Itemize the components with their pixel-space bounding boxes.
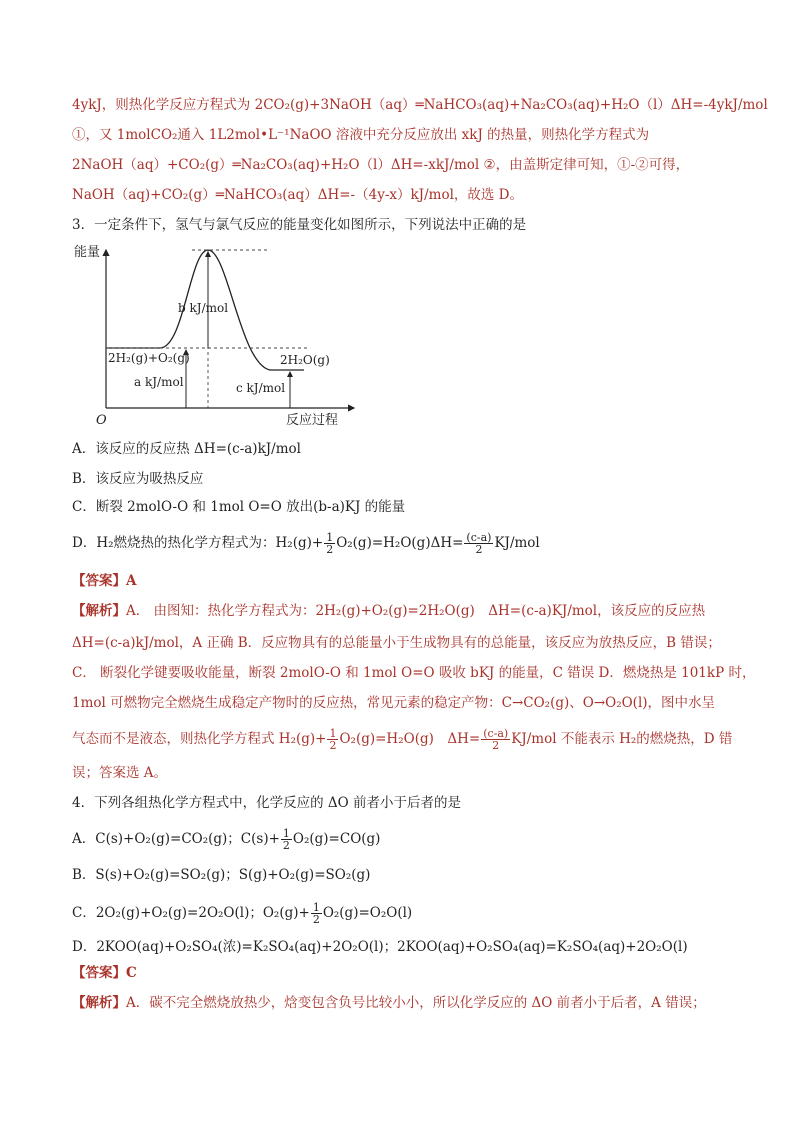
q4-option-c: C．2O₂(g)+O₂(g)=2O₂O(l)；O₂(g)+ $\frac{1}{2}$ O₂(g)=O₂O(l) bbox=[72, 901, 413, 926]
q3-option-c: C．断裂 2molO-O 和 1mol O=O 放出(b-a)KJ 的能量 bbox=[72, 499, 406, 515]
energy-diagram bbox=[72, 240, 362, 430]
q3-analysis-line-6: 误；答案选 A。 bbox=[72, 765, 168, 781]
q3-option-d-prefix: D．H₂燃烧热的热化学方程式为：H₂(g)+ bbox=[72, 535, 324, 551]
product-label: 2H₂O(g) bbox=[280, 353, 330, 367]
reactant-label: 2H₂(g)+O₂(g) bbox=[108, 351, 190, 365]
question-3-stem: 3．一定条件下，氢气与氯气反应的能量变化如图所示，下列说法中正确的是 bbox=[72, 217, 527, 233]
fraction-c-minus-a: $\frac{(c-a)}{2}$ bbox=[483, 727, 509, 752]
q3-analysis-line-5: 气态而不是液态，则热化学方程式 H₂(g)+ $\frac{1}{2}$ O₂(g)=H₂O(g) ΔH= $\frac{(c-a)}{2}$ KJ/mol 不能表示 H₂的燃烧热，D 错 bbox=[72, 727, 733, 752]
q3-option-d-mid: O₂(g)=H₂O(g)ΔH= bbox=[336, 535, 464, 551]
q3-option-d-suffix: KJ/mol bbox=[494, 535, 540, 551]
q3-option-b: B．该反应为吸热反应 bbox=[72, 471, 204, 487]
fraction-c-minus-a: $\frac{(c-a)}{2}$ bbox=[466, 531, 492, 556]
fraction-half: $\frac{1}{2}$ bbox=[312, 901, 320, 926]
question-4-stem: 4．下列各组热化学方程式中，化学反应的 ΔO 前者小于后者的是 bbox=[72, 795, 461, 811]
label-c: c kJ/mol bbox=[236, 381, 286, 395]
q4-option-b: B．S(s)+O₂(g)=SO₂(g)；S(g)+O₂(g)=SO₂(g) bbox=[72, 867, 371, 883]
q4-answer: 【答案】C bbox=[72, 965, 137, 981]
fraction-half: $\frac{1}{2}$ bbox=[329, 727, 337, 752]
q4-option-d: D．2KOO(aq)+O₂SO₄(浓)=K₂SO₄(aq)+2O₂O(l)；2KOO(aq)+O₂SO₄(aq)=K₂SO₄(aq)+2O₂O(l) bbox=[72, 939, 688, 955]
q4-analysis-line-1: 【解析】A．碳不完全燃烧放热少，焓变包含负号比较小小，所以化学反应的 ΔO 前者小于后者，A 错误； bbox=[72, 995, 706, 1011]
q3-analysis-line-3: C． 断裂化学键要吸收能量，断裂 2molO-O 和 1mol O=O 吸收 bKJ 的能量，C 错误 D．燃烧热是 101kP 时， bbox=[72, 665, 756, 681]
analysis-label: 【解析】 bbox=[72, 603, 126, 619]
fraction-half: $\frac{1}{2}$ bbox=[326, 531, 334, 556]
q3-analysis-line-2: ΔH=(c-a)kJ/mol，A 正确 B．反应物具有的总能量小于生成物具有的总能量，该反应为放热反应，B 错误； bbox=[72, 635, 721, 651]
label-a: a kJ/mol bbox=[134, 375, 184, 389]
q4-option-a: A．C(s)+O₂(g)=CO₂(g)；C(s)+ $\frac{1}{2}$ O₂(g)=CO(g) bbox=[72, 827, 381, 852]
solution-line-4: NaOH（aq)+CO₂(g）═NaHCO₃(aq）ΔH=-（4y-x）kJ/mol，故选 D。 bbox=[72, 187, 524, 203]
solution-line-2: ①，又 1molCO₂通入 1L2mol•L⁻¹NaOO 溶液中充分反应放出 xkJ 的热量，则热化学方程式为 bbox=[72, 127, 650, 143]
origin-label: O bbox=[96, 413, 107, 428]
solution-line-3: 2NaOH（aq）+CO₂(g）═Na₂CO₃(aq)+H₂O（l）ΔH=-xkJ/mol ②，由盖斯定律可知，①-②可得， bbox=[72, 157, 690, 173]
solution-line-1: 4ykJ，则热化学反应方程式为 2CO₂(g)+3NaOH（aq）═NaHCO₃(aq)+Na₂CO₃(aq)+H₂O（l）ΔH=-4ykJ/mol bbox=[72, 97, 768, 113]
q3-option-a: A．该反应的反应热 ΔH=(c-a)kJ/mol bbox=[72, 441, 301, 457]
analysis-label: 【解析】 bbox=[72, 995, 126, 1011]
y-axis-label: 能量 bbox=[74, 245, 101, 260]
q3-analysis-line-4: 1mol 可燃物完全燃烧生成稳定产物时的反应热，常见元素的稳定产物：C→CO₂(g)、O→O₂O(l)，图中水呈 bbox=[72, 695, 716, 711]
q3-analysis-line-1: 【解析】A． 由图知：热化学方程式为：2H₂(g)+O₂(g)=2H₂O(g) ΔH=(c-a)KJ/mol，该反应的反应热 bbox=[72, 603, 706, 619]
fraction-half: $\frac{1}{2}$ bbox=[282, 827, 290, 852]
x-axis-label: 反应过程 bbox=[286, 413, 339, 428]
q3-option-d bbox=[72, 532, 540, 555]
label-b: b kJ/mol bbox=[178, 301, 229, 315]
q3-answer: 【答案】A bbox=[72, 573, 137, 589]
